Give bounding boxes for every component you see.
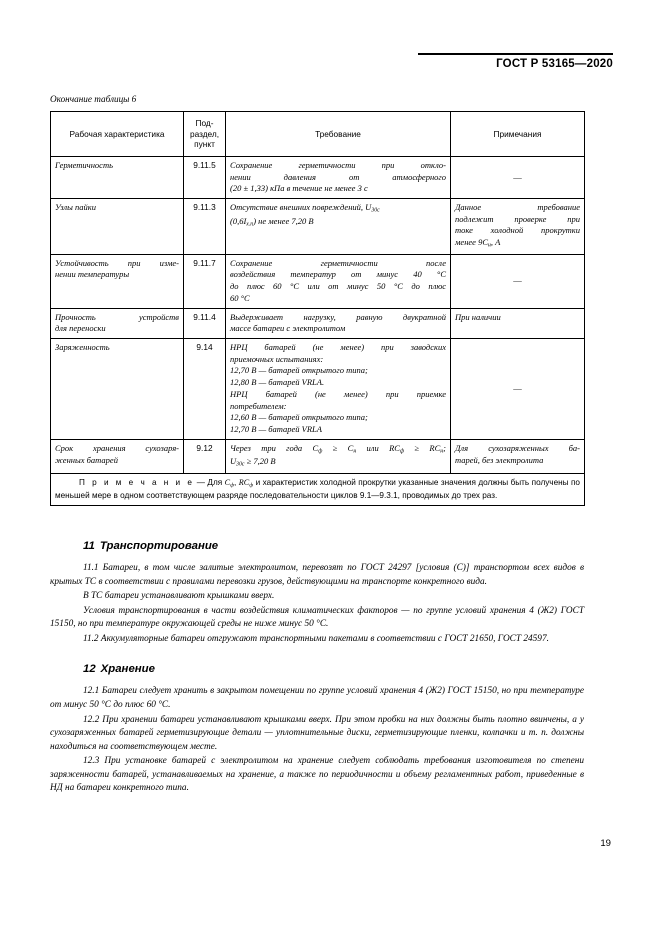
requirement-line: нении давления от атмосферного <box>230 171 446 182</box>
cell-requirement <box>226 254 451 308</box>
cell-requirement <box>226 198 451 254</box>
column-header-clause <box>184 112 226 157</box>
cell-note: — <box>451 254 585 308</box>
requirements-table-wrapper <box>50 111 584 506</box>
paragraph-ts-orientation: В ТС батареи устанавливают крышками вверх. <box>83 591 275 602</box>
table-row <box>51 156 585 198</box>
requirement-line: потребителем: <box>230 400 287 411</box>
requirement-line: НРЦ батарей (не менее) при заводских <box>230 342 446 353</box>
cell-requirement <box>226 439 451 473</box>
page-number: 19 <box>600 838 611 849</box>
requirements-table <box>50 111 585 506</box>
characteristic-line: женных батарей <box>55 454 118 465</box>
cell-clause: 9.11.5 <box>184 156 226 198</box>
paragraph-11-2: 11.2 Аккумуляторные батареи отгружают транспортными пакетами в соответствии с ГОСТ 21650, ГОСТ 24597. <box>83 633 549 644</box>
header-rule <box>418 53 613 55</box>
requirement-line: Выдерживает нагрузку, равную двукратной <box>230 311 446 322</box>
cell-note: — <box>451 156 585 198</box>
characteristic-line: для переноски <box>55 323 106 334</box>
table-row <box>51 308 585 338</box>
note-line: Для сухозаряженных ба- <box>455 442 580 453</box>
cell-clause: 9.11.4 <box>184 308 226 338</box>
characteristic-line: Срок хранения сухозаря- <box>55 442 179 453</box>
requirement-line: (20 ± 1,33) кПа в течение не менее 3 с <box>230 183 368 194</box>
requirement-line: массе батареи с электролитом <box>230 323 346 334</box>
requirement-line: $(0,6I_{х.п})$ не менее 7,20 В <box>230 215 314 228</box>
requirement-line: приемочных испытаниях: <box>230 353 324 364</box>
footnote-label: П р и м е ч а н и е <box>79 477 195 487</box>
requirement-line: до плюс 60 °С или от минус 50 °С до плюс <box>230 281 446 292</box>
section-heading-11 <box>50 540 584 552</box>
cell-characteristic: Заряженность <box>51 339 184 440</box>
requirement-line: Сохранение герметичности после <box>230 257 446 268</box>
section-number: 11 <box>83 540 95 552</box>
cell-note: При наличии <box>451 308 585 338</box>
requirement-line: 12,80 В — батарей VRLA. <box>230 377 325 388</box>
clause-header-line-3: пункт <box>194 139 215 150</box>
cell-requirement <box>226 339 451 440</box>
note-line: тарей, без электролита <box>455 454 544 465</box>
clause-header-line-1: Под- <box>195 118 214 128</box>
cell-note: — <box>451 339 585 440</box>
cell-note <box>451 439 585 473</box>
characteristic-line: Прочность устройств <box>55 311 179 322</box>
cell-clause: 9.11.3 <box>184 198 226 254</box>
table-row <box>51 339 585 440</box>
section-number: 12 <box>83 663 96 676</box>
paragraph-12-3: 12.3 При установке батарей с электролитом на хранение следует соблюдать требования изготовителя по степени заряженности батарей, устанавливаемых на хранение, а также по периодичности и объему регламентных работ, приведенные в НД на батареи конкретного типа. <box>50 756 584 794</box>
characteristic-line: Устойчивость при изме- <box>55 257 179 268</box>
section-title: Хранение <box>100 663 155 676</box>
section-heading-12 <box>50 663 584 675</box>
characteristic-line: нении температуры <box>55 269 130 280</box>
paragraph-12-2: 12.2 При хранении батареи устанавливают крышками вверх. При этом пробки на них должны быть плотно ввинчены, а у сухозаряженных батарей герметизирующие детали — уплотнительные диски, герметизирующие пленки, колпачки и т. п. должны находиться на соответствующем месте. <box>50 714 584 752</box>
requirement-line: воздействия температур от минус 40 °С <box>230 269 446 280</box>
paragraph-12-1: 12.1 Батареи следует хранить в закрытом помещении по группе условий хранения 4 (Ж2) ГОСТ 15150, но при температуре от минус 50 °С до плюс 60 °С. <box>50 686 584 710</box>
table-row <box>51 439 585 473</box>
section-storage <box>50 663 584 796</box>
clause-header-line-2: раздел, <box>189 128 220 139</box>
requirement-line: 12,70 В — батарей открытого типа; <box>230 365 368 376</box>
cell-characteristic: Герметичность <box>51 156 184 198</box>
cell-requirement <box>226 156 451 198</box>
note-line: токе холодной прокрутки <box>455 225 580 236</box>
cell-characteristic <box>51 308 184 338</box>
requirement-line: 12,70 В — батарей VRLA <box>230 424 322 435</box>
column-header-characteristic: Рабочая характеристика <box>51 112 184 157</box>
table-header-row <box>51 112 585 157</box>
requirement-line: Через три года $C_ф \ge C_н$ или $RC_ф \ge RC_н$; <box>230 442 446 455</box>
section-title: Транспортирование <box>99 540 219 552</box>
requirement-line: $U_{30c} \ge 7,20$ В <box>230 456 276 468</box>
cell-characteristic <box>51 254 184 308</box>
table-row <box>51 254 585 308</box>
table-caption: Окончание таблицы 6 <box>50 94 137 104</box>
paragraph-climatic-conditions: Условия транспортирования в части воздействия климатических факторов — по группе условий хранения 4 (Ж2) ГОСТ 15150, но при температуре окружающей среды не ниже минус 50 °С. <box>50 605 584 630</box>
table-row <box>51 198 585 254</box>
paragraph-11-1: 11.1 Батареи, в том числе залитые электролитом, перевозят по ГОСТ 24297 [условия (С)] транспортом всех видов в крытых ТС в соответствии с правилами перевозки грузов, действующими на транспорте конкретного вида. <box>50 563 584 587</box>
table-footnote-row <box>51 473 585 505</box>
document-body <box>50 540 584 813</box>
column-header-requirement: Требование <box>226 112 451 157</box>
section-transportation <box>50 540 584 646</box>
table-footnote: П р и м е ч а н и е — Для $C_ф$, $RC_ф$ и характеристик холодной прокрутки указанные значения должны быть получены по меньшей мере в одном соответствующем разряде последовательности циклов 9.1—9.3.1, проводимых до трех раз. <box>51 473 585 505</box>
requirement-line: НРЦ батарей (не менее) при приемке <box>230 388 446 399</box>
cell-clause: 9.14 <box>184 339 226 440</box>
requirement-line: 60 °С <box>230 292 250 303</box>
note-line: подлежит проверке при <box>455 213 580 224</box>
cell-clause: 9.12 <box>184 439 226 473</box>
footnote-dash: — <box>194 477 208 487</box>
requirement-line: Отсутствие внешних повреждений, $U_{30c}$ <box>230 201 380 214</box>
column-header-notes: Примечания <box>451 112 585 157</box>
requirement-line: 12,60 В — батарей открытого типа; <box>230 412 368 423</box>
requirement-line: Сохранение герметичности при откло- <box>230 159 446 170</box>
note-line: менее $9C_н$, А <box>455 237 501 249</box>
running-head-standard-number: ГОСТ Р 53165—2020 <box>496 58 613 70</box>
note-line: Данное требование <box>455 201 580 212</box>
cell-characteristic: Узлы пайки <box>51 198 184 254</box>
cell-characteristic <box>51 439 184 473</box>
cell-requirement <box>226 308 451 338</box>
cell-note <box>451 198 585 254</box>
cell-clause: 9.11.7 <box>184 254 226 308</box>
